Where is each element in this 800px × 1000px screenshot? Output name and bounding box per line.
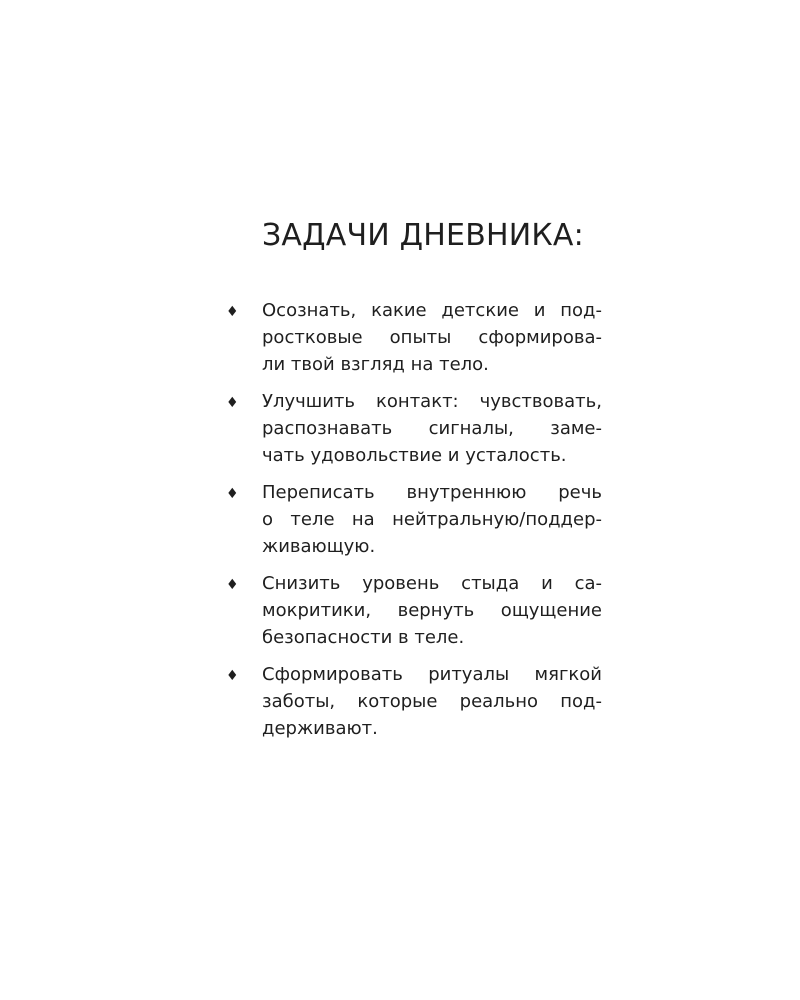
task-text-line: Улучшить контакт: чувствовать, [262, 391, 602, 412]
diamond-bullet-icon: ♦ [226, 668, 239, 684]
diamond-bullet-icon: ♦ [226, 395, 239, 411]
task-text-line: Переписать внутреннюю речь [262, 482, 602, 503]
task-text-line: безопасности в теле. [262, 627, 465, 648]
diamond-bullet-icon: ♦ [226, 486, 239, 502]
task-text-line: заботы, которые реально под- [262, 691, 602, 712]
diamond-bullet-icon: ♦ [226, 304, 239, 320]
task-text-line: Сформировать ритуалы мягкой [262, 664, 602, 685]
task-text-line: ростковые опыты сформирова- [262, 327, 602, 348]
task-text-line: держивают. [262, 718, 378, 739]
task-text-line: распознавать сигналы, заме- [262, 418, 602, 439]
task-text-line: Снизить уровень стыда и са- [262, 573, 602, 594]
diamond-bullet-icon: ♦ [226, 577, 239, 593]
task-text-line: ли твой взгляд на тело. [262, 354, 489, 375]
task-text-line: мокритики, вернуть ощущение [262, 600, 602, 621]
page-title: ЗАДАЧИ ДНЕВНИКА: [262, 218, 584, 253]
task-text-line: о теле на нейтральную/поддер- [262, 509, 602, 530]
task-text-line: живающую. [262, 536, 376, 557]
task-text-line: Осознать, какие детские и под- [262, 300, 602, 321]
task-text-line: чать удовольствие и усталость. [262, 445, 567, 466]
